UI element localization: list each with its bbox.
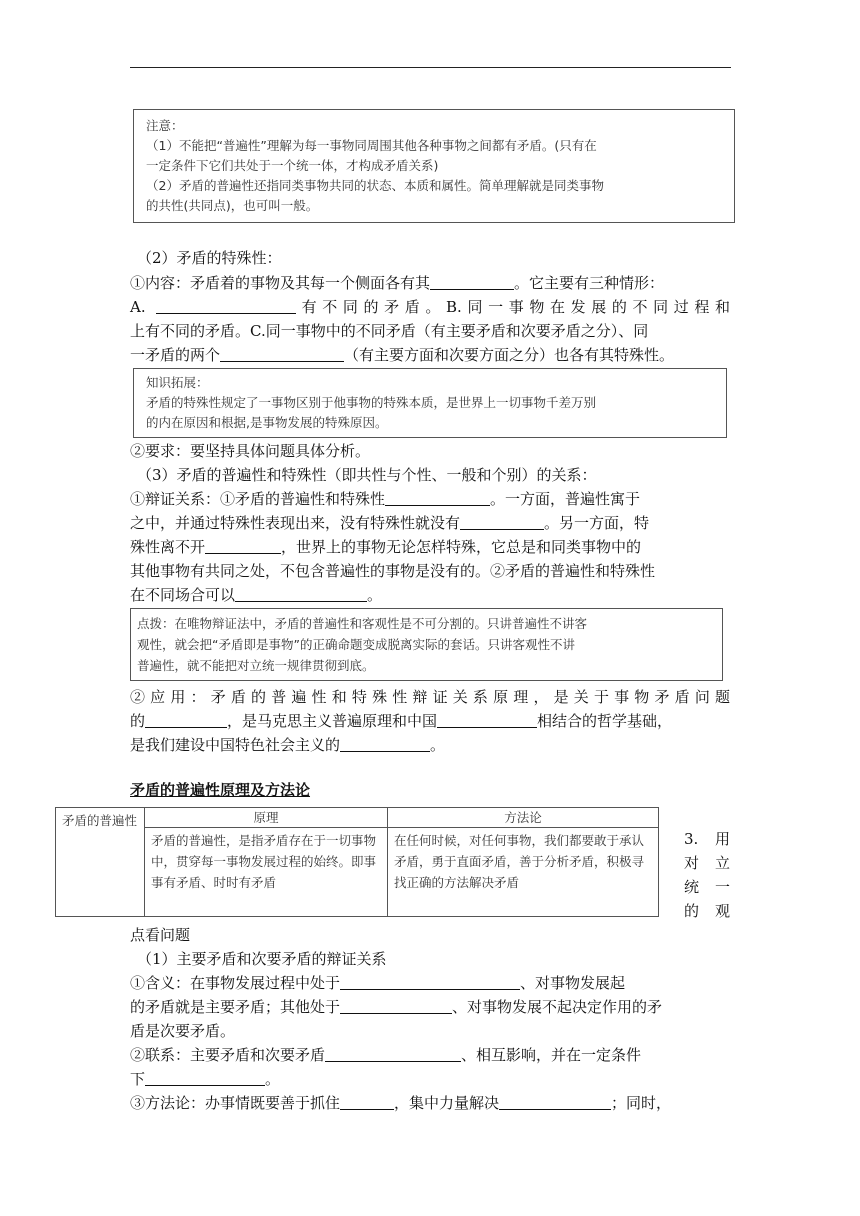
column-header: 方法论 (388, 808, 659, 828)
answer-blank[interactable] (325, 1046, 461, 1062)
answer-blank[interactable] (145, 712, 227, 728)
row-label: 矛盾的普遍性 (56, 808, 145, 917)
note-line: （2）矛盾的普遍性还指同类事物共同的状态、本质和属性。简单理解就是同类事物 (146, 178, 604, 193)
answer-blank[interactable] (235, 586, 367, 602)
text-line: 盾是次要矛盾。 (130, 1022, 236, 1040)
text-line: 一矛盾的两个 （有主要方面和次要方面之分）也各有其特殊性。 (130, 346, 675, 364)
text-line: 其他事物有共同之处，不包含普遍性的事物是没有的。②矛盾的普遍性和特殊性 (130, 562, 656, 580)
section-heading: （1）主要矛盾和次要矛盾的辩证关系 (137, 950, 387, 968)
principle-table (55, 807, 659, 917)
section-heading: （3）矛盾的普遍性和特殊性（即共性与个性、一般和个别）的关系： (137, 466, 597, 484)
header-rule (130, 67, 731, 68)
column-header: 原理 (145, 808, 388, 828)
text-line: A. 有不同的矛盾。B.同一事物在发展的不同过程和 (130, 298, 730, 316)
answer-blank[interactable] (205, 538, 281, 554)
text-line: ②要求：要坚持具体问题具体分析。 (130, 442, 371, 460)
text-line: ①内容：矛盾着的事物及其每一个侧面各有其 。它主要有三种情形： (130, 274, 665, 292)
text-line: ①含义：在事物发展过程中处于 、对事物发展起 (130, 974, 626, 992)
text-line: 上有不同的矛盾。C.同一事物中的不同矛盾（有主要矛盾和次要矛盾之分）、同 (130, 322, 649, 340)
answer-blank[interactable] (499, 1094, 611, 1110)
extension-box (133, 368, 727, 438)
text-line: ②联系：主要矛盾和次要矛盾 、相互影响，并在一定条件 (130, 1046, 642, 1064)
extension-line: 的内在原因和根据,是事物发展的特殊原因。 (146, 415, 388, 430)
text-line: ③方法论：办事情既要善于抓住 ，集中力量解决 ；同时， (130, 1094, 672, 1112)
section-title: 对 立 (684, 854, 730, 872)
section-title: 点看问题 (130, 926, 191, 944)
answer-blank[interactable] (340, 1094, 394, 1110)
note-box (133, 109, 735, 223)
answer-blank[interactable] (156, 298, 296, 314)
table-heading: 矛盾的普遍性原理及方法论 (130, 781, 311, 799)
answer-blank[interactable] (340, 974, 520, 990)
table-cell: 在任何时候，对任何事物，我们都要敢于承认矛盾，勇于直面矛盾，善于分析矛盾，积极寻找正确的方法解决矛盾 (388, 828, 659, 917)
note-title: 注意： (146, 118, 184, 133)
section-title: 3. 用 (684, 830, 730, 848)
text-line: 下 。 (130, 1070, 281, 1088)
table-cell: 矛盾的普遍性，是指矛盾存在于一切事物中，贯穿每一事物发展过程的始终。即事事有矛盾、时时有矛盾 (145, 828, 388, 917)
note-line: 的共性(共同点)，也可叫一般。 (146, 198, 319, 213)
tip-line: 普遍性，就不能把对立统一规律贯彻到底。 (137, 658, 375, 673)
answer-blank[interactable] (220, 346, 344, 362)
text-line: 殊性离不开 ，世界上的事物无论怎样特殊，它总是和同类事物中的 (130, 538, 642, 556)
text-line: 的 ，是马克思主义普遍原理和中国 相结合的哲学基础， (130, 712, 673, 730)
section-title: 统 一 (684, 878, 730, 896)
answer-blank[interactable] (385, 490, 490, 506)
note-line: （1）不能把“普遍性”理解为每一事物同周围其他各种事物之间都有矛盾。(只有在 (146, 138, 597, 153)
answer-blank[interactable] (340, 736, 430, 752)
text-line: 是我们建设中国特色社会主义的 。 (130, 736, 446, 754)
tip-line: 观性，就会把“矛盾即是事物”的正确命题变成脱离实际的套话。只讲客观性不讲 (137, 637, 575, 652)
tip-line: 点拨：在唯物辩证法中，矛盾的普遍性和客观性是不可分割的。只讲普遍性不讲客 (137, 616, 588, 631)
section-title: 的 观 (684, 902, 730, 920)
answer-blank[interactable] (437, 712, 537, 728)
extension-title: 知识拓展： (146, 375, 209, 390)
text-line: 的矛盾就是主要矛盾；其他处于 、对事物发展不起决定作用的矛 (130, 998, 663, 1016)
answer-blank[interactable] (460, 514, 544, 530)
text-line: ①辩证关系：①矛盾的普遍性和特殊性 。一方面，普遍性寓于 (130, 490, 641, 508)
section-heading: （2）矛盾的特殊性： (137, 249, 282, 267)
answer-blank[interactable] (145, 1070, 265, 1086)
note-line: 一定条件下它们共处于一个统一体，才构成矛盾关系) (146, 158, 439, 173)
answer-blank[interactable] (340, 998, 452, 1014)
tip-box (130, 608, 723, 681)
text-line: 在不同场合可以 。 (130, 586, 383, 604)
text-line: 之中，并通过特殊性表现出来，没有特殊性就没有 。另一方面，特 (130, 514, 650, 532)
text-line: ②应用：矛盾的普遍性和特殊性辩证关系原理，是关于事物矛盾问题 (130, 688, 730, 706)
extension-line: 矛盾的特殊性规定了一事物区别于他事物的特殊本质，是世界上一切事物千差万别 (146, 395, 597, 410)
answer-blank[interactable] (430, 274, 514, 290)
